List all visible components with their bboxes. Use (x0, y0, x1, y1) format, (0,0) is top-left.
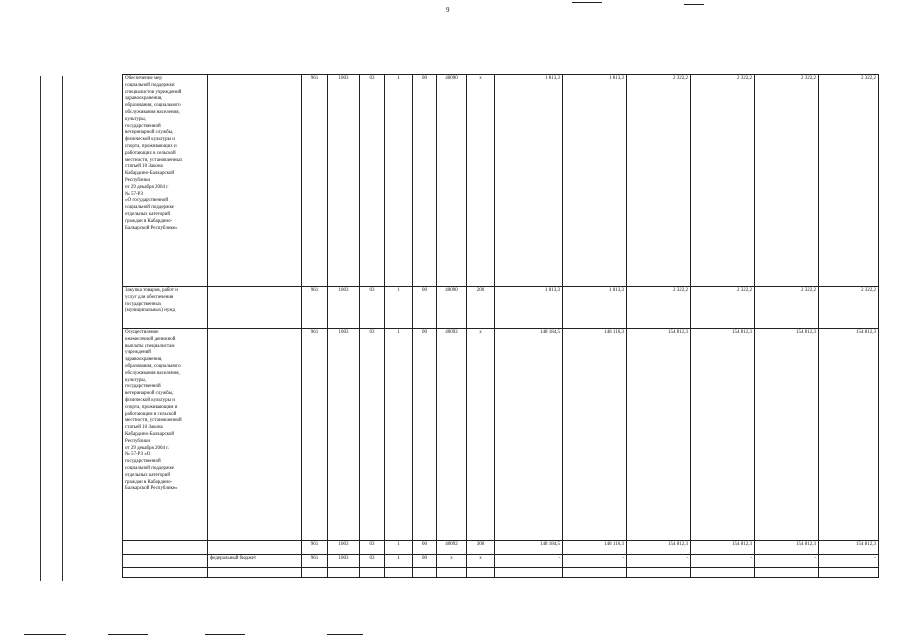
row-label-line: Кабардино-Балкарской (125, 171, 175, 177)
row-label-line: работающим в сельской (125, 411, 177, 417)
amount-cell: - (819, 555, 879, 568)
row-label-line: спорта, проживающим и (125, 404, 178, 410)
row-label (123, 555, 208, 568)
empty-cell (437, 568, 467, 578)
amount-cell: 2 322,2 (627, 287, 691, 329)
code-cell: 200 (467, 287, 495, 329)
amount-cell: 2 322,2 (691, 75, 755, 287)
amount-cell: 1 813,3 (495, 75, 563, 287)
amount-cell: - (627, 555, 691, 568)
code-cell: 1003 (328, 555, 360, 568)
row-label-line: от 29 декабря 2004 г (125, 184, 169, 190)
code-cell: 1 (385, 541, 413, 555)
empty-cell (755, 568, 819, 578)
amount-cell: 148 184,5 (495, 541, 563, 555)
amount-cell: 1 813,3 (563, 287, 627, 329)
row-label-line: Республики (125, 177, 151, 183)
amount-cell: 2 322,2 (691, 287, 755, 329)
row-label-line: здравоохранения, (125, 96, 163, 102)
amount-cell: 2 322,2 (755, 287, 819, 329)
amount-cell: 148 116,3 (563, 329, 627, 541)
row-label-line: государственных (125, 301, 162, 307)
empty-cell (360, 568, 385, 578)
code-cell: 961 (302, 287, 328, 329)
code-cell: 03 (360, 329, 385, 541)
amount-cell: 154 812,3 (755, 329, 819, 541)
empty-cell (495, 568, 563, 578)
amount-cell: 2 322,2 (627, 75, 691, 287)
row-label-line: образования, социального (125, 103, 181, 109)
code-cell: 1003 (328, 287, 360, 329)
row-label-line: статьей 10 Закона (125, 425, 163, 431)
row-label-line: «О государственной (125, 198, 168, 204)
code-cell: 03 (360, 555, 385, 568)
funding-source: федеральный бюджет (208, 555, 302, 568)
amount-cell: 148 184,5 (495, 329, 563, 541)
row-label-line: граждан в Кабардино- (125, 479, 173, 485)
row-label-line: Осуществление (125, 330, 159, 335)
amount-cell: 2 322,2 (819, 287, 879, 329)
funding-source (208, 329, 302, 541)
code-cell: 00 (413, 329, 437, 541)
code-cell: 03 (360, 541, 385, 555)
code-cell: 1 (385, 75, 413, 287)
amount-cell: - (691, 555, 755, 568)
row-label-line: № 57-РЗ (125, 191, 144, 197)
row-label-line: социальной поддержки (125, 82, 175, 88)
row-label-line: образования, социального (125, 363, 181, 369)
empty-cell (385, 568, 413, 578)
code-cell: 40090 (437, 287, 467, 329)
empty-row (123, 568, 879, 578)
code-cell: 00 (413, 555, 437, 568)
empty-cell (413, 568, 437, 578)
scan-mark (205, 634, 245, 635)
row-label-line: ветеринарной службы, (125, 130, 174, 136)
scan-mark (108, 634, 148, 635)
row-label-line: государственной (125, 123, 161, 129)
code-cell: 40092 (437, 329, 467, 541)
row-label-line: культуры, (125, 377, 146, 383)
scan-mark (24, 634, 66, 635)
code-cell: 00 (413, 75, 437, 287)
amount-cell: - (495, 555, 563, 568)
amount-cell: 154 812,3 (691, 541, 755, 555)
empty-cell (691, 568, 755, 578)
amount-cell: 154 812,3 (819, 541, 879, 555)
empty-cell (563, 568, 627, 578)
row-label-line: физической культуры и (125, 137, 175, 143)
code-cell: 1003 (328, 541, 360, 555)
row-label-line: государственной (125, 384, 161, 390)
amount-cell: 148 116,3 (563, 541, 627, 555)
amount-cell: 154 812,3 (691, 329, 755, 541)
table-row (123, 287, 879, 329)
empty-cell (302, 568, 328, 578)
row-label-line: обслуживания населения, (125, 370, 180, 376)
row-label-line: отдельных категорий (125, 472, 171, 478)
empty-cell (328, 568, 360, 578)
row-label-line: социальной поддержке (125, 465, 175, 471)
code-cell: 00 (413, 541, 437, 555)
code-cell: x (467, 555, 495, 568)
gutter-line (62, 76, 63, 581)
amount-cell: 154 812,3 (755, 541, 819, 555)
budget-table (122, 74, 879, 578)
row-label-line: Закупка товаров, работ и (125, 288, 178, 293)
empty-cell (208, 568, 302, 578)
code-cell: 40090 (437, 75, 467, 287)
amount-cell: 2 322,2 (755, 75, 819, 287)
row-label-line: Балкарской Республике» (125, 225, 178, 231)
code-cell: 300 (467, 541, 495, 555)
code-cell: x (467, 329, 495, 541)
row-label-line: культуры, (125, 116, 146, 122)
table-row (123, 329, 879, 541)
row-label-line: учреждений (125, 350, 151, 356)
amount-cell: 1 813,3 (563, 75, 627, 287)
funding-source (208, 287, 302, 329)
row-label-line: Обеспечение мер (125, 76, 162, 81)
table-row (123, 541, 879, 555)
amount-cell: 1 813,3 (495, 287, 563, 329)
empty-cell (819, 568, 879, 578)
amount-cell: 2 322,2 (819, 75, 879, 287)
row-label-line: № 57-РЗ «О (125, 452, 151, 458)
row-label-line: специалистов учреждений (125, 89, 182, 95)
amount-cell: - (755, 555, 819, 568)
code-cell: x (437, 555, 467, 568)
table-row (123, 75, 879, 287)
amount-cell: 154 812,3 (819, 329, 879, 541)
code-cell: 40092 (437, 541, 467, 555)
row-label-line: граждан в Кабардино- (125, 218, 173, 224)
code-cell: 961 (302, 555, 328, 568)
row-label (123, 541, 208, 555)
row-label-line: (муниципальных) нужд (125, 308, 176, 314)
funding-source (208, 75, 302, 287)
row-label-line: услуг для обеспечения (125, 294, 174, 300)
table-row (123, 555, 879, 568)
row-label-line: Республики (125, 438, 151, 444)
row-label-line: ежемесячной денежной (125, 336, 176, 342)
scan-mark (684, 4, 704, 5)
row-label-line: Кабардино-Балкарской (125, 431, 175, 437)
row-label-line: ветеринарной службы, (125, 391, 174, 397)
scan-mark (327, 634, 363, 635)
row-label (123, 75, 208, 287)
code-cell: 1003 (328, 329, 360, 541)
row-label-line: отдельных категорий (125, 211, 171, 217)
row-label-line: обслуживания населения, (125, 109, 180, 115)
code-cell: 1 (385, 287, 413, 329)
amount-cell: 154 812,3 (627, 541, 691, 555)
page-number: 9 (446, 6, 450, 14)
code-cell: 961 (302, 75, 328, 287)
amount-cell: 154 812,3 (627, 329, 691, 541)
row-label-line: от 29 декабря 2004 г. (125, 445, 170, 451)
code-cell: 961 (302, 541, 328, 555)
scan-mark (572, 2, 602, 3)
empty-cell (467, 568, 495, 578)
code-cell: x (467, 75, 495, 287)
empty-cell (123, 568, 208, 578)
row-label-line: Балкарской Республике» (125, 486, 178, 492)
code-cell: 1 (385, 555, 413, 568)
amount-cell: - (563, 555, 627, 568)
row-label-line: государственной (125, 459, 161, 465)
row-label-line: местности, установленной (125, 418, 182, 424)
row-label-line: здравоохранения, (125, 357, 163, 363)
code-cell: 03 (360, 75, 385, 287)
empty-cell (627, 568, 691, 578)
code-cell: 1 (385, 329, 413, 541)
row-label-line: спорта, проживающих и (125, 143, 177, 149)
row-label-line: физической культуры и (125, 397, 175, 403)
row-label (123, 287, 208, 329)
gutter-line (40, 76, 41, 581)
row-label-line: местности, установленных (125, 157, 183, 163)
code-cell: 1003 (328, 75, 360, 287)
row-label-line: социальной поддержке (125, 205, 175, 211)
row-label-line: выплаты специалистам (125, 343, 175, 349)
row-label-line: работающих в сельской (125, 150, 176, 156)
code-cell: 03 (360, 287, 385, 329)
funding-source (208, 541, 302, 555)
code-cell: 961 (302, 329, 328, 541)
row-label-line: статьей 10 Закона (125, 164, 163, 170)
row-label (123, 329, 208, 541)
code-cell: 00 (413, 287, 437, 329)
